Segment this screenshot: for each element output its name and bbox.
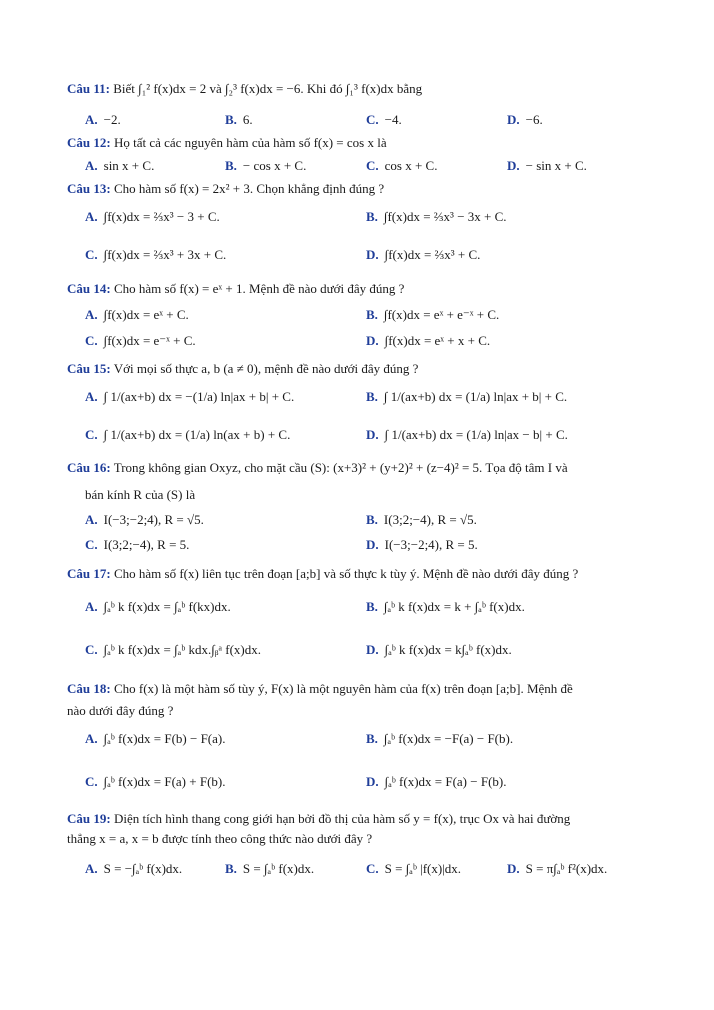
- option-d: D. ∫f(x)dx = eˣ + x + C.: [366, 333, 491, 348]
- question-text-continued: thẳng x = a, x = b được tính theo công thức nào dưới đây ?: [67, 831, 373, 846]
- option-c: C. −4.: [366, 112, 402, 127]
- option-a: A. ∫f(x)dx = ⅔x³ − 3 + C.: [85, 209, 220, 224]
- option-a: A. sin x + C.: [85, 158, 155, 173]
- question-12: [67, 134, 674, 152]
- option-a: A. ∫ₐᵇ k f(x)dx = ∫ₐᵇ f(kx)dx.: [85, 599, 231, 614]
- question-text: Họ tất cả các nguyên hàm của hàm số f(x) = cos x là: [113, 135, 387, 150]
- option-d: D. − sin x + C.: [507, 158, 587, 173]
- option-a: A. −2.: [85, 112, 121, 127]
- option-c: C. I(3;2;−4), R = 5.: [85, 537, 190, 552]
- option-c: C. S = ∫ₐᵇ |f(x)|dx.: [366, 861, 462, 876]
- option-c: C. ∫ 1/(ax+b) dx = (1/a) ln(ax + b) + C.: [85, 427, 291, 442]
- question-14: [67, 280, 674, 298]
- option-b: B. S = ∫ₐᵇ f(x)dx.: [225, 861, 315, 876]
- option-a: A. ∫ₐᵇ f(x)dx = F(b) − F(a).: [85, 731, 226, 746]
- question-text-continued: nào dưới đây đúng ?: [67, 703, 174, 718]
- question-label: Câu 19:: [67, 811, 111, 826]
- option-a: A. S = −∫ₐᵇ f(x)dx.: [85, 861, 183, 876]
- question-label: Câu 14:: [67, 281, 111, 296]
- question-18: [67, 680, 674, 698]
- option-b: B. ∫f(x)dx = ⅔x³ − 3x + C.: [366, 209, 507, 224]
- option-a: A. ∫f(x)dx = eˣ + C.: [85, 307, 189, 322]
- option-c: C. ∫ₐᵇ k f(x)dx = ∫ₐᵇ kdx.∫ᵦᵃ f(x)dx.: [85, 642, 262, 657]
- option-b: B. 6.: [225, 112, 253, 127]
- question-17: [67, 565, 674, 583]
- question-label: Câu 15:: [67, 361, 111, 376]
- question-label: Câu 17:: [67, 566, 111, 581]
- question-text: Cho hàm số f(x) = eˣ + 1. Mệnh đề nào dưới đây đúng ?: [113, 281, 405, 296]
- option-b: B. ∫f(x)dx = eˣ + e⁻ˣ + C.: [366, 307, 500, 322]
- option-d: D. I(−3;−2;4), R = 5.: [366, 537, 478, 552]
- option-d: D. −6.: [507, 112, 543, 127]
- option-b: B. ∫ₐᵇ k f(x)dx = k + ∫ₐᵇ f(x)dx.: [366, 599, 525, 614]
- option-d: D. ∫ₐᵇ f(x)dx = F(a) − F(b).: [366, 774, 507, 789]
- question-text-continued: bán kính R của (S) là: [85, 487, 196, 502]
- option-b: B. ∫ₐᵇ f(x)dx = −F(a) − F(b).: [366, 731, 514, 746]
- question-19: [67, 810, 674, 828]
- question-16: [67, 459, 674, 477]
- option-d: D. ∫f(x)dx = ⅔x³ + C.: [366, 247, 481, 262]
- option-b: B. I(3;2;−4), R = √5.: [366, 512, 477, 527]
- question-13: [67, 180, 674, 198]
- question-15: [67, 360, 674, 378]
- option-c: C. ∫f(x)dx = e⁻ˣ + C.: [85, 333, 196, 348]
- question-text: Diện tích hình thang cong giới hạn bởi đồ thị của hàm số y = f(x), trục Ox và hai đường: [113, 811, 571, 826]
- question-text: Với mọi số thực a, b (a ≠ 0), mệnh đề nào dưới đây đúng ?: [113, 361, 419, 376]
- question-text: Cho hàm số f(x) liên tục trên đoạn [a;b] và số thực k tùy ý. Mệnh đề nào dưới đây đúng ?: [113, 566, 579, 581]
- option-b: B. ∫ 1/(ax+b) dx = (1/a) ln|ax + b| + C.: [366, 389, 568, 404]
- option-d: D. ∫ 1/(ax+b) dx = (1/a) ln|ax − b| + C.: [366, 427, 568, 442]
- question-text: Biết ∫₁² f(x)dx = 2 và ∫₂³ f(x)dx = −6. Khi đó ∫₁³ f(x)dx bằng: [113, 81, 423, 96]
- option-c: C. ∫f(x)dx = ⅔x³ + 3x + C.: [85, 247, 227, 262]
- option-c: C. ∫ₐᵇ f(x)dx = F(a) + F(b).: [85, 774, 226, 789]
- question-text: Trong không gian Oxyz, cho mặt cầu (S): (x+3)² + (y+2)² + (z−4)² = 5. Tọa độ tâm I và: [113, 460, 568, 475]
- question-label: Câu 16:: [67, 460, 111, 475]
- option-b: B. − cos x + C.: [225, 158, 307, 173]
- option-d: D. ∫ₐᵇ k f(x)dx = k∫ₐᵇ f(x)dx.: [366, 642, 512, 657]
- question-text: Cho f(x) là một hàm số tùy ý, F(x) là một nguyên hàm của f(x) trên đoạn [a;b]. Mệnh đề: [113, 681, 573, 696]
- option-a: A. ∫ 1/(ax+b) dx = −(1/a) ln|ax + b| + C.: [85, 389, 295, 404]
- question-label: Câu 12:: [67, 135, 111, 150]
- question-label: Câu 18:: [67, 681, 111, 696]
- option-a: A. I(−3;−2;4), R = √5.: [85, 512, 204, 527]
- question-11: [67, 80, 674, 98]
- option-c: C. cos x + C.: [366, 158, 438, 173]
- question-text: Cho hàm số f(x) = 2x² + 3. Chọn khẳng định đúng ?: [113, 181, 385, 196]
- question-label: Câu 13:: [67, 181, 111, 196]
- question-label: Câu 11:: [67, 81, 110, 96]
- option-d: D. S = π∫ₐᵇ f²(x)dx.: [507, 861, 608, 876]
